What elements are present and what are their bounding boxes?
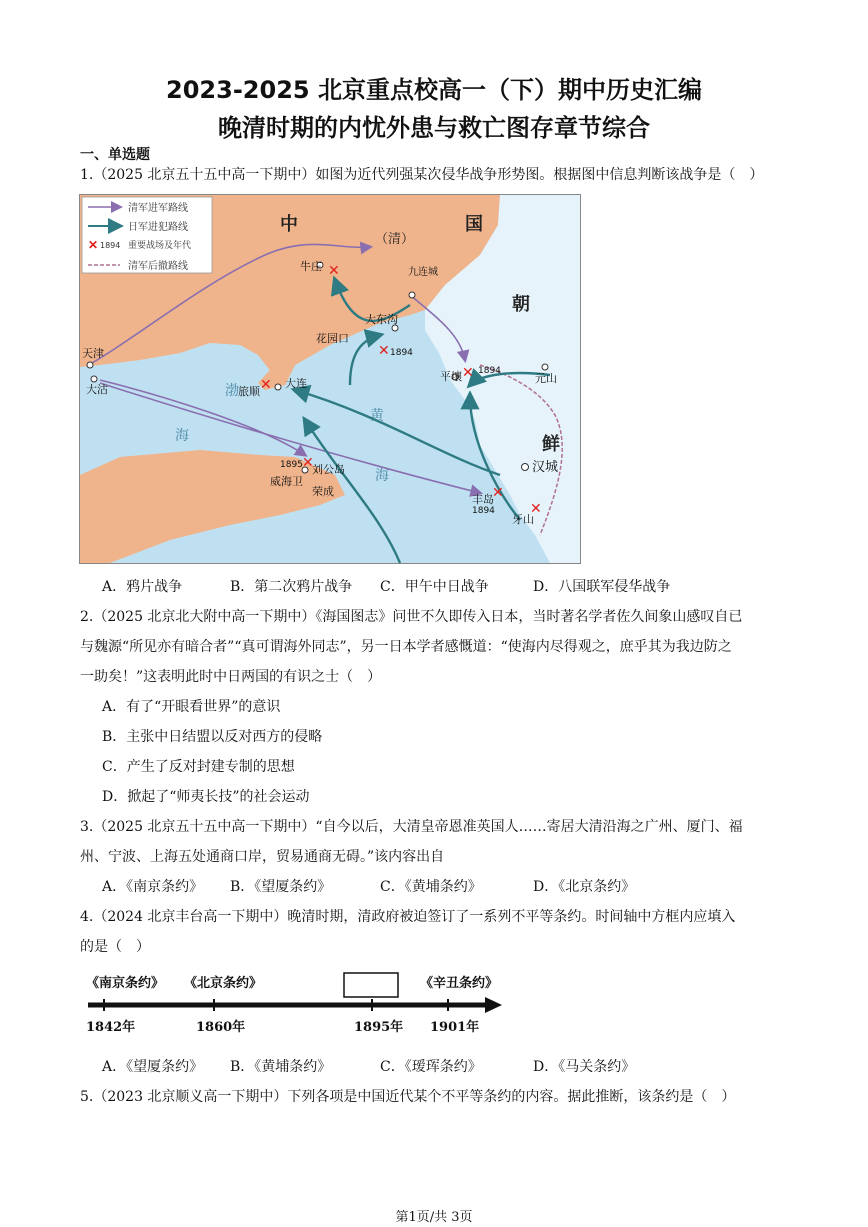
place-huayuankou: 花园口 — [316, 332, 349, 345]
page-subtitle: 晚清时期的内忧外患与救亡图存章节综合 — [218, 114, 650, 142]
q2-option-d[interactable]: D．掀起了“师夷长技”的社会运动 — [102, 789, 310, 805]
region-xian: 鲜 — [542, 434, 560, 455]
q1-option-a[interactable]: A．鸦片战争 — [102, 579, 183, 595]
q3-option-b[interactable]: B．《望厦条约》 — [230, 879, 332, 895]
timeline-year-1895: 1895年 — [354, 1020, 404, 1035]
question-1-stem: 1.（2025 北京五十五中高一下期中）如图为近代列强某次侵华战争形势图。根据图中信息判断该战争是（ ） — [80, 167, 764, 183]
place-lushun: 旅顺 — [238, 385, 260, 398]
legend-qing-advance: 清军进军路线 — [128, 203, 188, 214]
timeline-treaty-nanjing: 《南京条约》 — [86, 976, 165, 991]
war-situation-map — [79, 194, 581, 564]
battle-mark-niuzhuang: ✕ — [328, 263, 340, 279]
battle-mark-yashan: ✕ — [530, 501, 542, 517]
year-weihaiwei: 1895 — [280, 460, 303, 470]
q4-option-b[interactable]: B．《黄埔条约》 — [230, 1059, 332, 1075]
q1-option-d[interactable]: D．八国联军侵华战争 — [533, 579, 671, 595]
place-jiuliancheng: 九连城 — [408, 267, 438, 278]
battle-mark-dadonggou: ✕ — [378, 343, 390, 359]
question-2-stem-2: 与魏源“所见亦有暗合者”“真可谓海外同志”，另一日本学者感慨道：“使海内尽得观之，庶乎其为我边防之 — [80, 639, 732, 655]
year-dadonggou: 1894 — [390, 348, 413, 358]
battle-mark-weihaiwei: ✕ — [302, 455, 314, 471]
year-pingrang: 1894 — [478, 366, 501, 376]
q1-option-c[interactable]: C．甲午中日战争 — [380, 579, 489, 595]
section-label: 一、单选题 — [80, 147, 150, 163]
region-guo: 国 — [465, 214, 483, 235]
place-tianjin: 天津 — [82, 347, 104, 360]
sea-hai-1: 海 — [175, 428, 189, 444]
q2-option-c[interactable]: C．产生了反对封建专制的思想 — [102, 759, 295, 775]
question-3-stem-2: 州、宁波、上海五处通商口岸，贸易通商无碍。”该内容出自 — [80, 849, 445, 865]
legend-battle-year: 1894 — [100, 241, 121, 250]
timeline-blank-box — [344, 973, 398, 997]
page-title: 2023-2025 北京重点校高一（下）期中历史汇编 — [166, 76, 702, 104]
question-4-stem-1: 4.（2024 北京丰台高一下期中）晚清时期，清政府被迫签订了一系列不平等条约。时间轴中方框内应填入 — [80, 909, 736, 925]
place-niuzhuang: 牛庄 — [300, 260, 322, 273]
sea-hai-2: 海 — [375, 468, 389, 484]
battle-mark-fengdao: ✕ — [492, 485, 504, 501]
timeline-year-1860: 1860年 — [196, 1020, 246, 1035]
question-2-stem-3: 一助矣！”这表明此时中日两国的有识之士（ ） — [80, 669, 382, 685]
q4-option-a[interactable]: A．《望厦条约》 — [102, 1059, 204, 1075]
question-2-stem-1: 2.（2025 北京北大附中高一下期中）《海国图志》问世不久即传入日本，当时著名学者佐久间象山感叹自已 — [80, 609, 743, 625]
place-liugongdao: 刘公岛 — [312, 463, 345, 476]
place-yuanshan: 元山 — [535, 372, 557, 385]
region-qing: （清） — [375, 232, 415, 247]
place-yashan: 牙山 — [512, 513, 534, 526]
legend-japan-route: 日军进犯路线 — [128, 222, 188, 233]
q3-option-d[interactable]: D．《北京条约》 — [533, 879, 636, 895]
q2-option-b[interactable]: B．主张中日结盟以反对西方的侵略 — [102, 729, 323, 745]
q1-option-b[interactable]: B．第二次鸦片战争 — [230, 579, 353, 595]
q3-option-a[interactable]: A．《南京条约》 — [102, 879, 204, 895]
region-zhong: 中 — [280, 214, 298, 235]
place-pingrang: 平壤 — [440, 370, 462, 383]
place-rongcheng: 荣成 — [312, 485, 334, 498]
treaty-timeline — [80, 963, 510, 1043]
battle-mark-pingrang: ✕ — [462, 365, 474, 381]
timeline-year-1901: 1901年 — [430, 1020, 480, 1035]
timeline-treaty-xinchou: 《辛丑条约》 — [420, 976, 499, 991]
timeline-treaty-beijing: 《北京条约》 — [184, 976, 263, 991]
q4-option-c[interactable]: C．《瑷珲条约》 — [380, 1059, 482, 1075]
question-3-stem-1: 3.（2025 北京五十五中高一下期中）“自今以后，大清皇帝恩准英国人……寄居大清沿海之广州、厦门、福 — [80, 819, 743, 835]
legend-battle-mark: ✕ — [88, 238, 99, 252]
year-fengdao: 1894 — [472, 506, 495, 516]
region-chao: 朝 — [512, 294, 530, 315]
q4-option-d[interactable]: D．《马关条约》 — [533, 1059, 636, 1075]
place-dadonggou: 大东沟 — [365, 313, 398, 326]
timeline-arrow — [485, 997, 502, 1013]
place-hancheng: 汉城 — [532, 460, 559, 475]
question-4-stem-2: 的是（ ） — [80, 939, 150, 955]
q2-option-a[interactable]: A．有了“开眼看世界”的意识 — [102, 699, 281, 715]
legend-battle: 重要战场及年代 — [128, 241, 192, 251]
place-dagu: 大沽 — [86, 383, 108, 396]
legend-qing-retreat: 清军后撤路线 — [128, 261, 188, 272]
place-fengdao: 丰岛 — [472, 493, 494, 506]
place-dalian: 大连 — [285, 377, 307, 390]
timeline-year-1842: 1842年 — [86, 1020, 136, 1035]
page-footer: 第1页/共 3页 — [395, 1210, 473, 1225]
sea-bo: 渤 — [225, 383, 239, 399]
question-5-stem: 5.（2023 北京顺义高一下期中）下列各项是中国近代某个不平等条约的内容。据此推断，该条约是（ ） — [80, 1089, 736, 1105]
q3-option-c[interactable]: C．《黄埔条约》 — [380, 879, 482, 895]
sea-huang: 黄 — [370, 408, 384, 424]
place-weihaiwei: 威海卫 — [270, 475, 303, 488]
battle-mark-lushun: ✕ — [260, 377, 272, 393]
